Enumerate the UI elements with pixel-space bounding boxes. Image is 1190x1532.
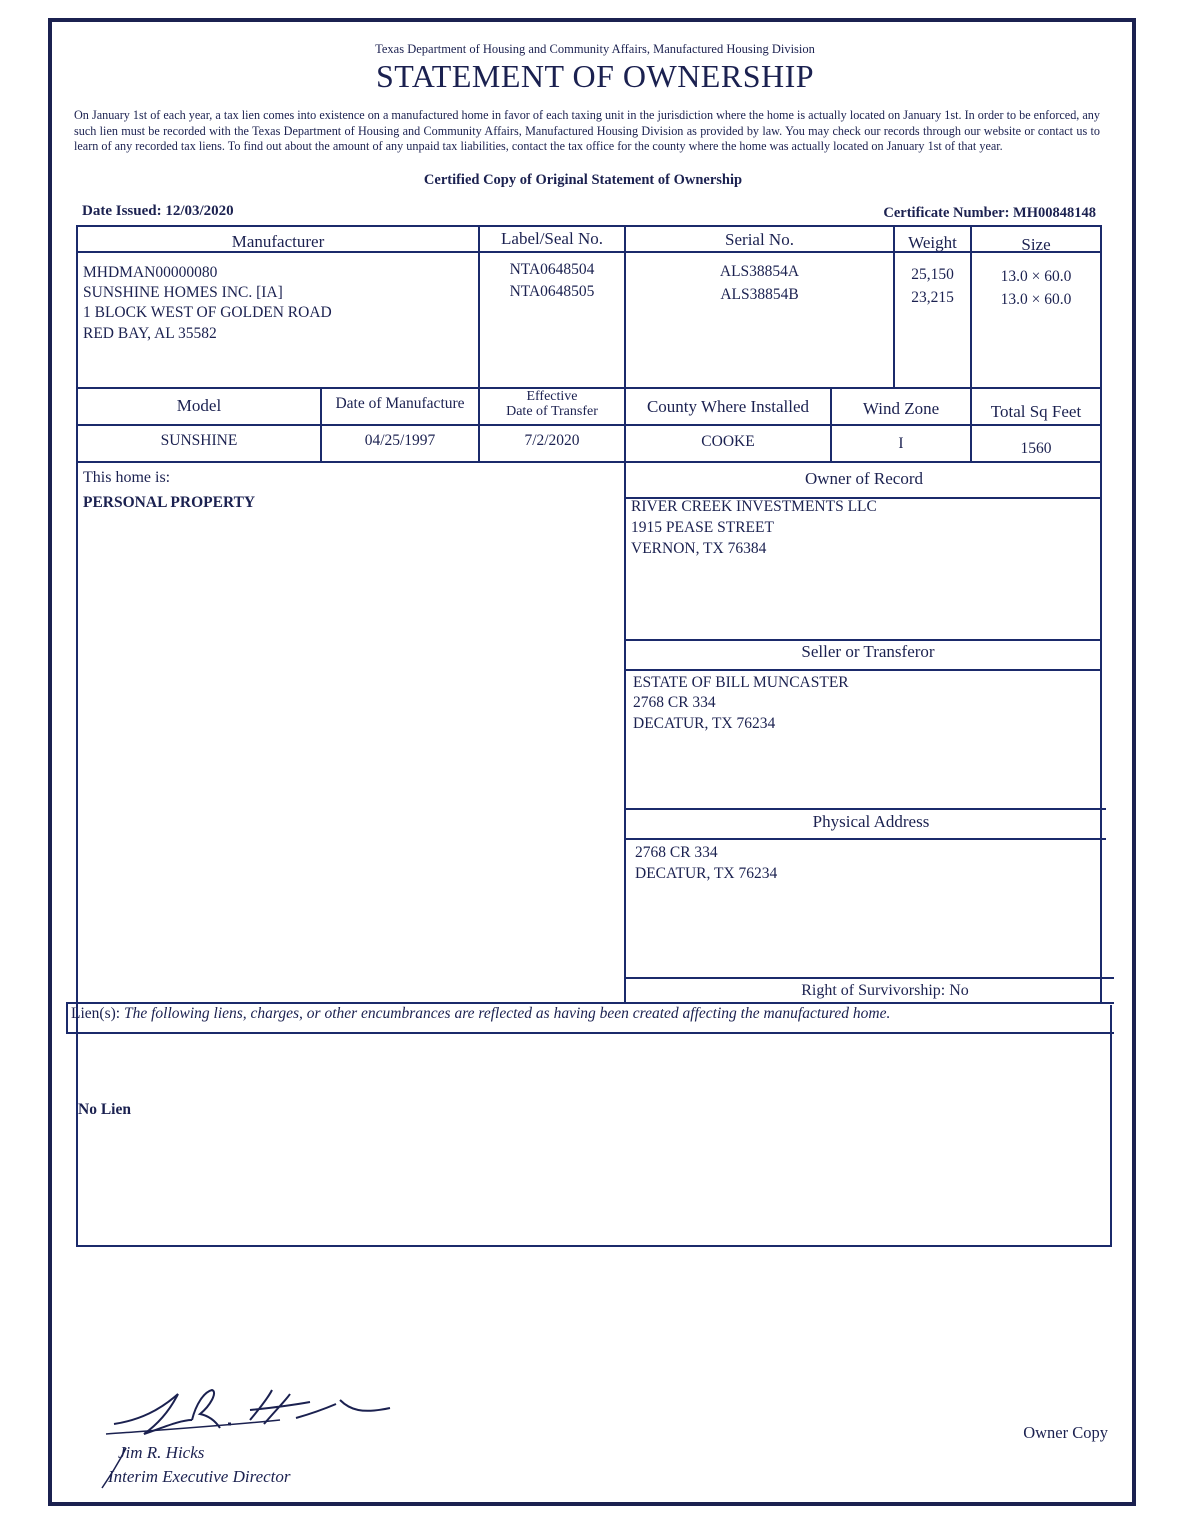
liens-left-border <box>66 1002 68 1032</box>
divider-serial <box>624 225 626 1002</box>
seller-line: ESTATE OF BILL MUNCASTER <box>633 674 849 691</box>
survivorship-top-border <box>626 977 1114 979</box>
intro-paragraph: On January 1st of each year, a tax lien comes into existence on a manufactured home in favor of each taxing unit in the jurisdiction where the home is actually located on January 1st. In order to be enforced, any such lien must be recorded with the Texas Department of Housing and Community Affairs, Manufactured Housing Division as provided by law. You may check our records through our website or contact us to learn of any recorded tax liens. To find out about the amount of any unpaid tax liabilities, contact the tax office for the county where the home was actually located on January 1st of that year. <box>74 108 1100 153</box>
serial-value: ALS38854B <box>720 286 799 303</box>
county-header: County Where Installed <box>646 397 810 416</box>
serial-header: Serial No. <box>725 230 794 249</box>
seller-header: Seller or Transferor <box>801 642 935 661</box>
physical-address-line: 2768 CR 334 <box>635 844 718 861</box>
right-border-lower <box>1110 1005 1112 1247</box>
size-value: 13.0 × 60.0 <box>1000 291 1072 308</box>
county-value: COOKE <box>701 433 755 450</box>
total-sq-feet-header: Total Sq Feet <box>990 402 1082 421</box>
left-border <box>76 225 78 1247</box>
home-is-value: PERSONAL PROPERTY <box>83 494 256 511</box>
no-lien: No Lien <box>78 1101 131 1118</box>
owner-line: VERNON, TX 76384 <box>631 540 767 557</box>
model-value: SUNSHINE <box>160 432 238 449</box>
model-header-bottom-border <box>76 424 1102 426</box>
owner-copy-label: Owner Copy <box>1023 1423 1108 1442</box>
date-of-transfer-value: 7/2/2020 <box>524 432 580 449</box>
physical-header-border <box>626 838 1106 840</box>
date-of-manufacture-value: 04/25/1997 <box>364 432 436 449</box>
manufacturer-line: RED BAY, AL 35582 <box>83 325 217 342</box>
seller-line: 2768 CR 334 <box>633 694 716 711</box>
seller-top-border <box>626 639 1102 641</box>
liens-label: Lien(s): <box>71 1005 121 1022</box>
serial-value: ALS38854A <box>719 263 800 280</box>
date-of-transfer-header: Date of Transfer <box>506 404 598 419</box>
date-issued: Date Issued: 12/03/2020 <box>82 203 234 219</box>
manufacturer-header: Manufacturer <box>231 232 325 251</box>
label-seal-header: Label/Seal No. <box>501 229 603 248</box>
manufacturer-line: 1 BLOCK WEST OF GOLDEN ROAD <box>83 304 332 321</box>
physical-address-line: DECATUR, TX 76234 <box>635 865 778 882</box>
date-of-manufacture-header: Date of Manufacture <box>335 395 465 412</box>
physical-top-border <box>626 808 1106 810</box>
certified-copy-label: Certified Copy of Original Statement of Ownership <box>423 172 743 188</box>
label-seal-value: NTA0648504 <box>509 261 595 278</box>
weight-header: Weight <box>908 233 957 252</box>
liens-description: The following liens, charges, or other encumbrances are reflected as having been created affecting the manufactured home. <box>123 1005 891 1022</box>
manufacturer-line: SUNSHINE HOMES INC. [IA] <box>83 284 283 301</box>
owner-line: RIVER CREEK INVESTMENTS LLC <box>631 498 877 515</box>
signer-title: Interim Executive Director <box>108 1467 291 1486</box>
manufacturer-line: MHDMAN00000080 <box>83 264 218 281</box>
owner-line: 1915 PEASE STREET <box>631 519 774 536</box>
wind-zone-value: I <box>898 435 904 452</box>
effective-header: Effective <box>526 389 578 404</box>
right-of-survivorship: Right of Survivorship: No <box>801 982 969 999</box>
right-border-upper <box>1100 225 1102 1002</box>
certificate-number: Certificate Number: MH00848148 <box>883 205 1096 221</box>
model-row-bottom-border <box>76 461 1102 463</box>
size-value: 13.0 × 60.0 <box>1000 268 1072 285</box>
liens-row <box>71 1005 890 1023</box>
liens-top-border <box>66 1002 1114 1004</box>
owner-header: Owner of Record <box>804 469 923 488</box>
home-is-label: This home is: <box>83 469 171 486</box>
table-bottom-border <box>76 1245 1112 1247</box>
label-seal-value: NTA0648505 <box>509 283 595 300</box>
agency-name: Texas Department of Housing and Community Affairs, Manufactured Housing Division <box>375 42 815 56</box>
physical-address-header: Physical Address <box>812 812 930 831</box>
weight-value: 25,150 <box>911 266 954 283</box>
weight-value: 23,215 <box>911 289 954 306</box>
wind-zone-header: Wind Zone <box>862 399 940 418</box>
document-title: STATEMENT OF OWNERSHIP <box>375 58 815 94</box>
divider-size <box>970 225 972 461</box>
size-header: Size <box>1021 235 1051 254</box>
liens-header-border <box>66 1032 1114 1034</box>
signer-name: Jim R. Hicks <box>118 1443 205 1462</box>
seller-line: DECATUR, TX 76234 <box>633 715 776 732</box>
model-header: Model <box>176 396 222 415</box>
seller-header-border <box>626 669 1102 671</box>
total-sq-feet-value: 1560 <box>1020 440 1052 457</box>
table-top-border <box>76 225 1102 227</box>
